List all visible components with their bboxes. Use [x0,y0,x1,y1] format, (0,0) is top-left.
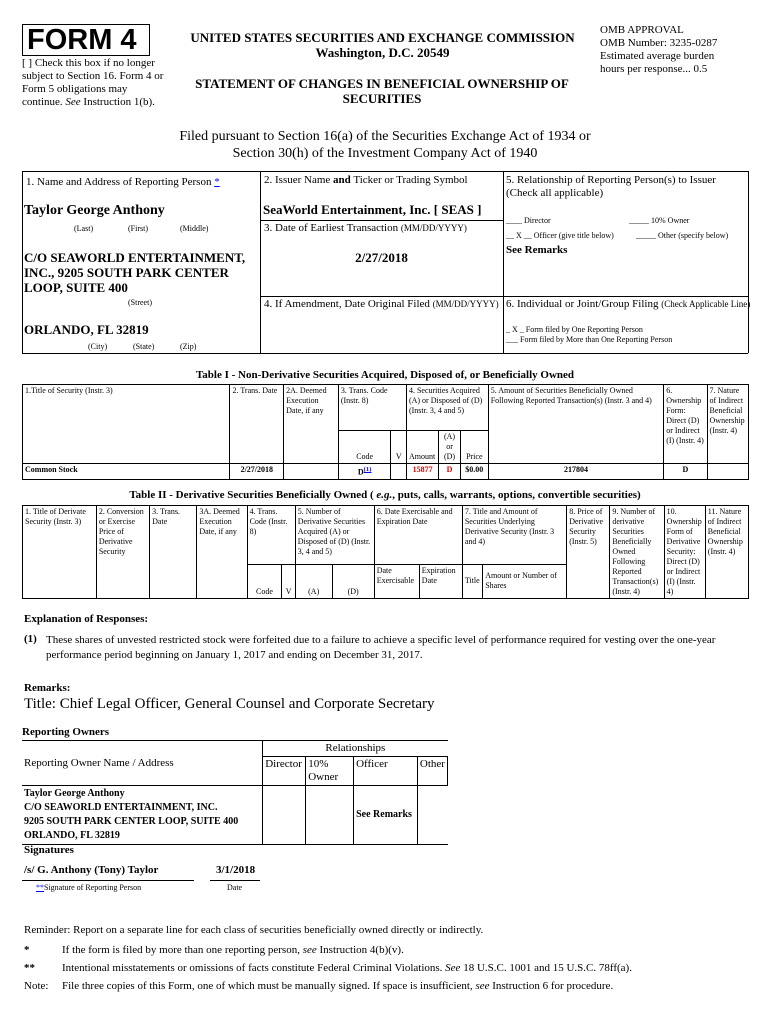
owner-other [417,786,447,845]
note-1: If the form is filed by more than one reporting person, see Instruction 4(b)(v). [62,944,404,956]
owners-col-other: Other [417,757,447,786]
box2-label: 2. Issuer Name and Ticker or Trading Symbol [264,174,468,186]
t2-h-code: 4. Trans. Code (Instr. 8) [247,506,295,565]
form-title-box [22,24,150,56]
omb-approval: OMB APPROVAL [600,24,684,36]
box4-label: 4. If Amendment, Date Original Filed (MM/DD/YYYY) [264,298,499,310]
signature-label: **Signature of Reporting Person [36,883,142,892]
t2-sub-code: Code [247,564,282,598]
remarks-text: Title: Chief Legal Officer, General Counsel and Corporate Secretary [24,696,435,712]
table1-non-derivative [22,384,749,480]
t2-h-exercisable: 6. Date Exercisable and Expiration Date [374,506,462,565]
t1-sub-code: Code [338,431,391,464]
owners-heading: Reporting Owners [22,726,110,738]
filed-pursuant-2: Section 30(h) of the Investment Company Act of 1940 [232,146,538,161]
t1-price: $0.00 [460,464,488,480]
t2-h-deemed: 3A. Deemed Execution Date, if any [197,506,247,599]
grid-bottom-line [22,353,748,354]
t2-h-nature: 11. Nature of Indirect Beneficial Ownership (Instr. 4) [705,506,748,599]
issuer-name: SeaWorld Entertainment, Inc. [ SEAS ] [263,202,482,217]
box1-label: 1. Name and Address of Reporting Person * [26,176,220,188]
t1-h-owned: 5. Amount of Securities Beneficially Owned Following Reported Transaction(s) (Instr. 3 and 4) [488,385,663,464]
note-star-1: * [24,944,30,956]
owners-col-ten: 10% Owner [306,757,354,786]
statement-title: STATEMENT OF CHANGES IN BENEFICIAL OWNERSHIP OF SECURITIES [195,76,569,106]
box2-box3-line [260,220,503,221]
owners-relationships: Relationships [263,741,448,757]
footnote-1-link[interactable]: (1) [363,466,372,473]
box3-box4-line [260,296,748,297]
t2-sub-title: Title [462,564,482,598]
t2-h-underlying: 7. Title and Amount of Securities Underlying Derivative Security (Instr. 3 and 4) [462,506,566,565]
t1-deemed [284,464,339,480]
t1-security: Common Stock [23,464,230,480]
t2-h-owned: 9. Number of derivative Securities Beneficially Owned Following Reported Transaction(s) (Instr. 4) [610,506,664,599]
explanation-heading: Explanation of Responses: [24,613,149,625]
filed-pursuant-1: Filed pursuant to Section 16(a) of the Securities Exchange Act of 1934 or [179,129,591,144]
reporting-person-name: Taylor George Anthony [24,203,165,218]
date-line [210,880,260,881]
t1-nature [707,464,748,480]
agency-location: Washington, D.C. 20549 [315,45,450,60]
reminder-text: Reminder: Report on a separate line for each class of securities beneficially owned directly or indirectly. [24,924,484,936]
city-state-zip: ORLANDO, FL 32819 [24,322,149,337]
t2-h-form: 10. Ownership Form of Derivative Security: Direct (D) or Indirect (I) (Instr. 4) [664,506,705,599]
owners-col-director: Director [263,757,306,786]
t1-date: 2/27/2018 [230,464,284,480]
box6-label: 6. Individual or Joint/Group Filing (Check Applicable Line) [506,298,751,310]
label-city: (City) [88,342,108,351]
signer-name: /s/ G. Anthony (Tony) Taylor [24,864,159,876]
label-state: (State) [133,342,155,351]
box5-label: 5. Relationship of Reporting Person(s) to Issuer (Check all applicable) [506,174,716,199]
grid-top-line [22,171,748,172]
agency-name: UNITED STATES SECURITIES AND EXCHANGE COMMISSION [190,30,575,45]
label-last: (Last) [74,224,94,233]
label-street: (Street) [128,298,152,307]
owner-address: Taylor George Anthony C/O SEAWORLD ENTERTAINMENT, INC. 9205 SOUTH PARK CENTER LOOP, SUITE 400 ORLANDO, FL 32819 [22,786,263,845]
t1-owned: 217804 [488,464,663,480]
officer-option: __ X __ Officer (give title below) [506,231,614,240]
owner-officer: See Remarks [354,786,418,845]
owners-col-name: Reporting Owner Name / Address [22,741,263,786]
reporting-owners-table [22,740,448,845]
t1-h-date: 2. Trans. Date [230,385,284,464]
grid-left-line [22,171,23,353]
table-row [23,464,749,480]
t1-h-code: 3. Trans. Code (Instr. 8) [338,385,406,431]
label-zip: (Zip) [180,342,197,351]
t2-h-date: 3. Trans. Date [150,506,197,599]
t2-sub-v: V [282,564,295,598]
filing-multi-person: ___ Form filed by More than One Reporting Person [506,335,673,344]
label-first: (First) [128,224,148,233]
signature-date: 3/1/2018 [216,864,256,876]
t2-h-title: 1. Title of Derivate Security (Instr. 3) [23,506,97,599]
street-address: C/O SEAWORLD ENTERTAINMENT, INC., 9205 SOUTH PARK CENTER LOOP, SUITE 400 [24,250,246,295]
omb-box [600,24,760,76]
t1-form: D [664,464,707,480]
t1-sub-amount: Amount [406,431,438,464]
t1-h-deemed: 2A. Deemed Execution Date, if any [284,385,339,464]
signature-star-link[interactable]: ** [36,883,44,892]
t2-h-conversion: 2. Conversion or Exercise Price of Derivative Security [96,506,149,599]
explanation-text: These shares of unvested restricted stock were forfeited due to a failure to achieve a specific level of performance required for vesting over the one-year performance period beginning on January 1, 2017 and ending on December 31, 2017. [46,634,716,661]
t2-h-price: 8. Price of Derivative Security (Instr. 5) [567,506,610,599]
note-star-2: ** [24,962,35,974]
t1-sub-price: Price [460,431,488,464]
director-option: ____ Director [506,216,551,225]
signatures-heading: Signatures [24,844,74,856]
officer-title-remarks: See Remarks [506,244,568,256]
check-box-text: [ ] Check this box if no longer subject to Section 16. Form 4 or Form 5 obligations may continue. See Instruction 1(b). [22,57,164,108]
t1-code-cell [338,464,391,480]
signature-line [22,880,194,881]
owners-col-officer: Officer [354,757,418,786]
note-3: File three copies of this Form, one of which must be manually signed. If space is insufficient, see Instruction 6 for procedure. [62,980,614,992]
table1-title: Table I - Non-Derivative Securities Acquired, Disposed of, or Beneficially Owned [195,369,575,381]
burden-line-1: Estimated average burden [600,50,715,62]
table2-derivative [22,505,749,599]
t1-sub-v: V [391,431,406,464]
grid-col2-line [503,171,504,353]
note-2: Intentional misstatements or omissions of facts constitute Federal Criminal Violations. See 18 U.S.C. 1001 and 15 U.S.C. 78ff(a). [62,962,632,974]
t2-sub-a: (A) [295,564,332,598]
burden-line-2: hours per response... 0.5 [600,63,708,75]
t2-sub-exercisable: Date Exercisable [374,564,419,598]
filing-one-person: _ X _ Form filed by One Reporting Person [506,325,643,334]
date-label: Date [227,883,243,892]
t2-sub-expiration: Expiration Date [419,564,462,598]
grid-right-line [748,171,749,353]
table-row [22,786,448,845]
ten-percent-owner-option: _____ 10% Owner [629,216,690,225]
owner-director [263,786,306,845]
t1-h-acquired: 4. Securities Acquired (A) or Disposed of (D) (Instr. 3, 4 and 5) [406,385,488,431]
remarks-heading: Remarks: [24,682,71,694]
omb-number: OMB Number: 3235-0287 [600,37,718,49]
owner-ten [306,786,354,845]
other-option: _____ Other (specify below) [636,231,729,240]
label-middle: (Middle) [180,224,209,233]
t1-aod: D [439,464,461,480]
t2-sub-d: (D) [332,564,374,598]
t2-h-number: 5. Number of Derivative Securities Acquired (A) or Disposed of (D) (Instr. 3, 4 and 5) [295,506,374,565]
t1-code: D [357,467,364,477]
box3-label: 3. Date of Earliest Transaction (MM/DD/YYYY) [264,222,467,234]
t1-amount: 15877 [406,464,438,480]
t1-h-title: 1.Title of Security (Instr. 3) [23,385,230,464]
t2-sub-amount: Amount or Number of Shares [483,564,567,598]
t1-h-nature: 7. Nature of Indirect Beneficial Ownership (Instr. 4) [707,385,748,464]
table2-title: Table II - Derivative Securities Beneficially Owned ( e.g., puts, calls, warrants, options, convertible securities) [129,489,641,501]
explanation-number: (1) [24,633,37,645]
note-label: Note: [24,980,49,992]
t1-sub-aod: (A) or (D) [439,431,461,464]
t1-v [391,464,406,480]
form-title: FORM 4 [27,24,137,56]
box1-star-link[interactable]: * [214,176,220,188]
t1-h-form: 6. Ownership Form: Direct (D) or Indirect (I) (Instr. 4) [664,385,707,464]
earliest-transaction-date: 2/27/2018 [355,250,408,265]
